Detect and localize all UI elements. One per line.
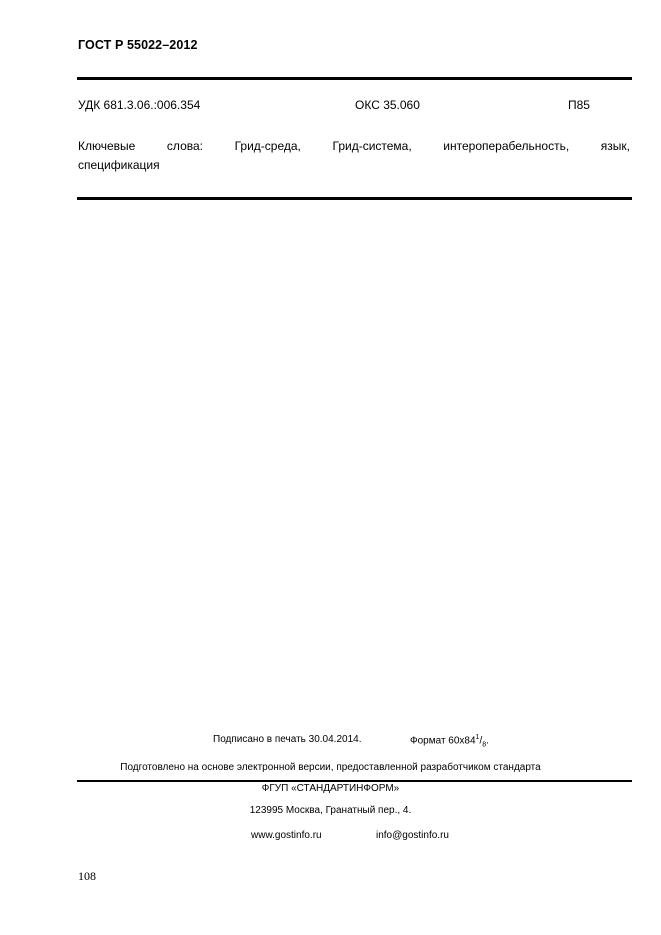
document-standard-id: ГОСТ Р 55022–2012: [78, 38, 198, 52]
prepared-note: Подготовлено на основе электронной версии, предоставленной разработчиком стандарта: [120, 762, 541, 773]
email-link[interactable]: info@gostinfo.ru: [376, 830, 449, 841]
format-label: Формат 60x84: [410, 735, 476, 747]
keywords-divider: [77, 197, 632, 200]
format-sub: 8: [482, 741, 487, 749]
keywords-line-1: Ключевые слова: Грид-среда, Грид-система, интероперабельность, язык,: [78, 139, 630, 153]
publisher-name: ФГУП «СТАНДАРТИНФОРМ»: [261, 783, 400, 794]
format-sup: 1: [475, 734, 480, 741]
website-link[interactable]: www.gostinfo.ru: [251, 830, 322, 841]
publisher-address: 123995 Москва, Гранатный пер., 4.: [249, 805, 412, 816]
page-number: 108: [78, 869, 96, 883]
top-divider: [77, 77, 632, 80]
keywords-line-2: спецификация: [78, 158, 160, 172]
format-end: .: [486, 735, 489, 747]
paper-format: Формат $60x84^1/_8$.: [410, 734, 489, 749]
oks-code: ОКС 35.060: [355, 98, 420, 112]
classification-code: П85: [568, 98, 590, 112]
imprint-divider: [77, 780, 632, 782]
udk-code: УДК 681.3.06.:006.354: [78, 98, 201, 112]
signed-date: Подписано в печать 30.04.2014.: [213, 734, 362, 745]
